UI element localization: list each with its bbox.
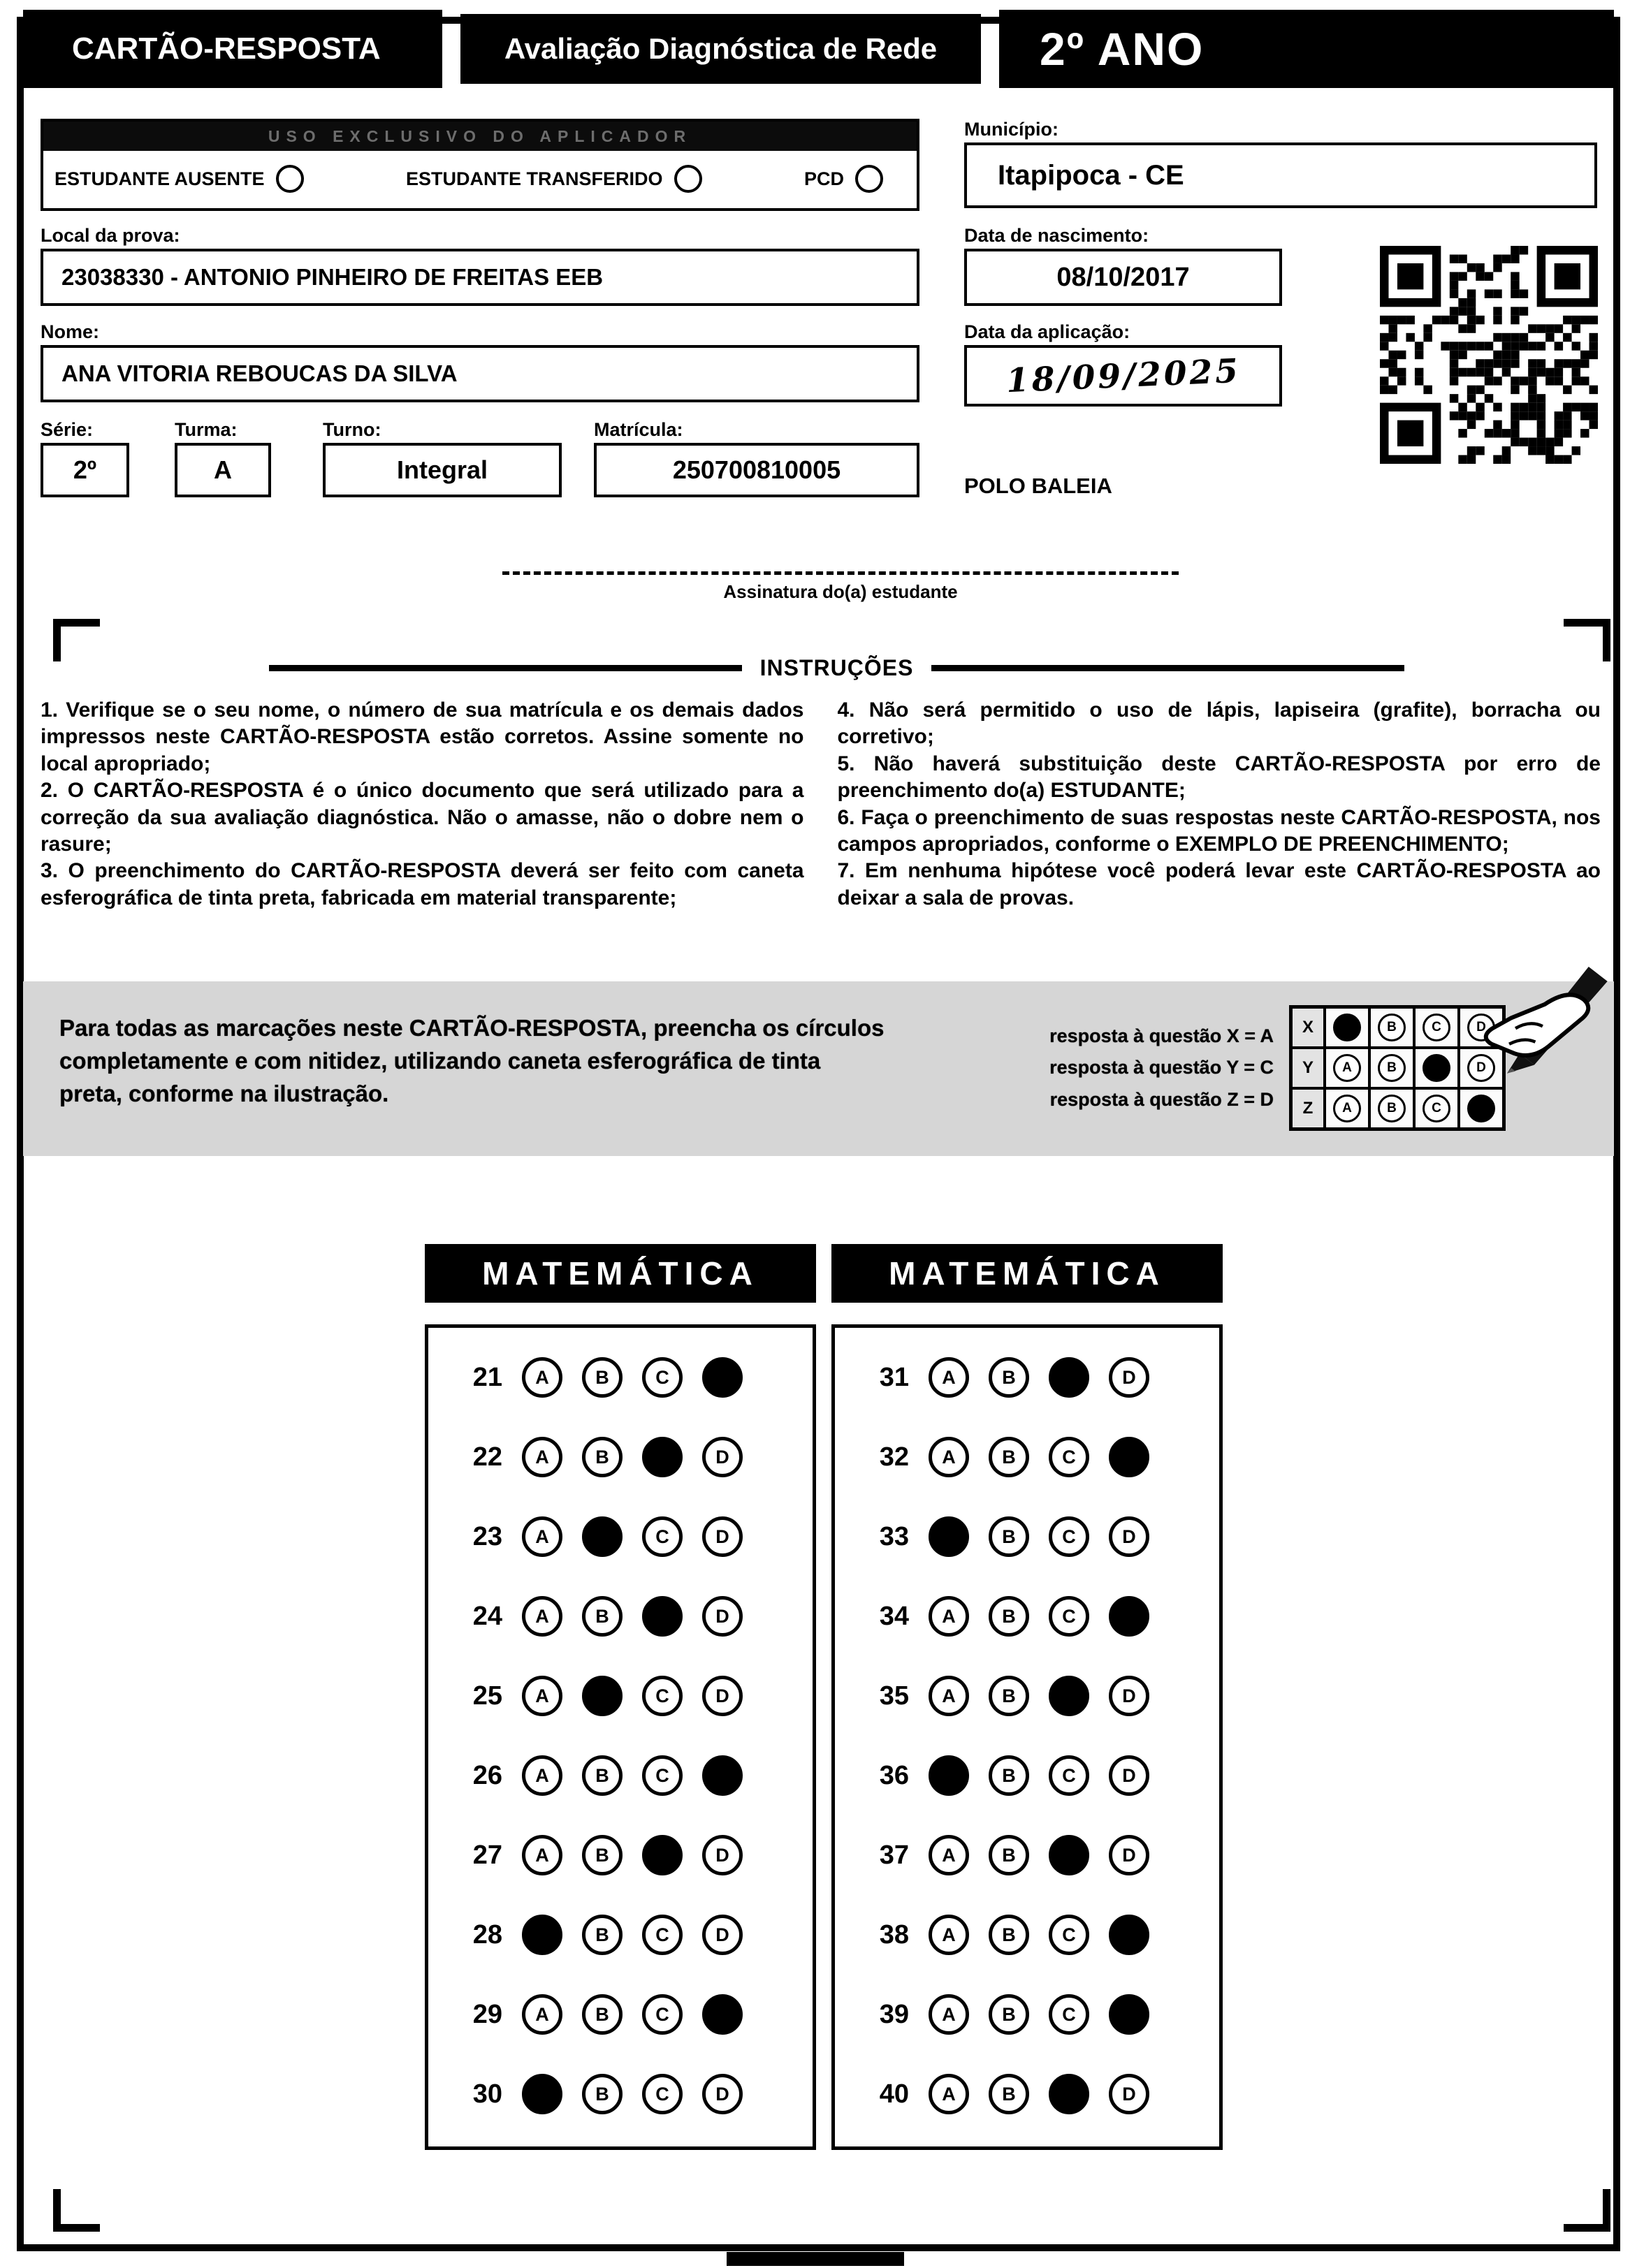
answer-bubble-35-A[interactable]: A [929,1676,969,1716]
answer-bubble-24-D[interactable]: D [702,1596,743,1637]
question-row [835,1497,1219,1576]
registration-mark-bottom-left [53,2189,100,2232]
answer-bubble-29-B[interactable]: B [582,1994,623,2035]
answer-bubble-39-B[interactable]: B [989,1994,1029,2035]
question-row [428,1895,813,1975]
question-row [428,2054,813,2134]
applicator-option-circle[interactable] [674,165,702,193]
example-bubble-Z-C[interactable]: C [1423,1095,1450,1122]
applicator-option-label: ESTUDANTE AUSENTE [54,168,265,189]
example-bubble-X-A[interactable] [1333,1014,1361,1041]
answer-bubble-30-A[interactable] [522,2074,562,2114]
instructions-header [269,655,1404,681]
polo-label: POLO BALEIA [964,474,1112,498]
answer-bubble-39-C[interactable]: C [1049,1994,1089,2035]
answer-bubble-26-A[interactable]: A [522,1755,562,1796]
example-bubble-Y-B[interactable]: B [1378,1054,1406,1082]
answer-bubble-31-D[interactable]: D [1109,1357,1149,1398]
answer-bubble-23-D[interactable]: D [702,1516,743,1557]
example-section [23,981,1614,1156]
instruction-item: 2. O CARTÃO-RESPOSTA é o único documento que será utilizado para a correção da sua avaliação diagnóstica. Não o amasse, não o dobre nem o rasure; [41,779,804,856]
instructions-left [41,697,804,912]
question-number: 39 [879,1999,909,2029]
municipio-value: Itapipoca - CE [964,142,1597,208]
answer-bubble-31-B[interactable]: B [989,1357,1029,1398]
answer-bubble-28-C[interactable]: C [642,1915,683,1955]
instructions-right [838,697,1601,912]
answer-bubble-21-B[interactable]: B [582,1357,623,1398]
example-cell [1325,1007,1369,1048]
example-cell [1369,1007,1414,1048]
answer-bubble-26-C[interactable]: C [642,1755,683,1796]
local-da-prova-label: Local da prova: [41,225,180,246]
applicator-option [406,165,702,193]
answer-bubble-40-C[interactable] [1049,2074,1089,2114]
answer-bubble-37-D[interactable]: D [1109,1835,1149,1875]
answer-bubble-26-D[interactable] [702,1755,743,1796]
answer-bubble-29-A[interactable]: A [522,1994,562,2035]
signature-line[interactable] [502,571,1179,575]
answer-bubble-37-A[interactable]: A [929,1835,969,1875]
serie-label: Série: [41,419,94,440]
instruction-item: 3. O preenchimento do CARTÃO-RESPOSTA deverá ser feito com caneta esferográfica de tinta preta, fabricada em material transparente; [41,859,804,909]
answer-bubble-22-D[interactable]: D [702,1437,743,1477]
question-row [428,1576,813,1656]
assessment-title: Avaliação Diagnóstica de Rede [460,14,981,84]
example-answer-line: resposta à questão Y = C [1049,1057,1274,1078]
instructions-columns [41,697,1601,912]
qr-code [1380,246,1598,464]
answer-bubble-27-A[interactable]: A [522,1835,562,1875]
question-number: 28 [472,1919,502,1949]
answer-bubble-21-D[interactable] [702,1357,743,1398]
question-number: 27 [472,1840,502,1870]
answer-bubble-30-B[interactable]: B [582,2074,623,2114]
nome-label: Nome: [41,321,100,342]
instruction-item: 4. Não será permitido o uso de lápis, lapiseira (grafite), borracha ou corretivo; [837,698,1601,749]
question-number: 38 [879,1919,909,1949]
data-aplicacao-box [964,345,1282,407]
question-number: 34 [879,1601,909,1631]
question-row [835,1576,1219,1656]
answer-bubble-21-C[interactable]: C [642,1357,683,1398]
answer-bubble-21-A[interactable]: A [522,1357,562,1398]
example-text: Para todas as marcações neste CARTÃO-RESPOSTA, preencha os círculos completamente e com nitidez, utilizando caneta esferográfica de tinta preta, conforme na ilustração. [59,1015,885,1106]
example-bubble-X-B[interactable]: B [1378,1014,1406,1041]
answer-bubble-24-A[interactable]: A [522,1596,562,1637]
answer-bubble-37-B[interactable]: B [989,1835,1029,1875]
instruction-item: 5. Não haverá substituição deste CARTÃO-RESPOSTA por erro de preenchimento do(a) ESTUDANTE; [837,752,1601,803]
example-bubble-Z-B[interactable]: B [1378,1095,1406,1122]
question-number: 36 [879,1760,909,1790]
local-da-prova-value: 23038330 - ANTONIO PINHEIRO DE FREITAS EEB [41,249,919,306]
answer-bubble-28-D[interactable]: D [702,1915,743,1955]
question-row [835,1975,1219,2054]
question-row [428,1975,813,2054]
answer-box-1 [831,1324,1223,2150]
instruction-item: 6. Faça o preenchimento de suas respostas neste CARTÃO-RESPOSTA, nos campos apropriados, conforme o EXEMPLO DE PREENCHIMENTO; [837,805,1601,856]
question-row [428,1656,813,1736]
applicator-option-label: ESTUDANTE TRANSFERIDO [406,168,663,189]
answer-bubble-23-A[interactable]: A [522,1516,562,1557]
answer-bubble-39-A[interactable]: A [929,1994,969,2035]
data-nascimento-label: Data de nascimento: [964,225,1149,246]
answer-bubble-32-C[interactable]: C [1049,1437,1089,1477]
answer-bubble-34-B[interactable]: B [989,1596,1029,1637]
instructions-rule-left [269,665,742,671]
answer-bubble-25-C[interactable]: C [642,1676,683,1716]
serie-value: 2º [41,443,129,497]
registration-mark-top-left [53,619,100,661]
answer-bubble-33-D[interactable]: D [1109,1516,1149,1557]
matricula-value: 250700810005 [594,443,919,497]
answer-bubble-27-B[interactable]: B [582,1835,623,1875]
example-cell [1369,1088,1414,1129]
turma-label: Turma: [175,419,238,440]
example-bubble-Y-A[interactable]: A [1333,1054,1361,1082]
answer-bubble-36-D[interactable]: D [1109,1755,1149,1796]
example-row-label: Y [1291,1048,1325,1088]
answer-bubble-32-A[interactable]: A [929,1437,969,1477]
example-cell [1369,1048,1414,1088]
bottom-registration-bar [727,2252,904,2266]
question-number: 40 [879,2079,909,2109]
answer-bubble-31-A[interactable]: A [929,1357,969,1398]
answer-bubble-26-B[interactable]: B [582,1755,623,1796]
question-row [835,1656,1219,1736]
answer-bubble-25-A[interactable]: A [522,1676,562,1716]
example-answer-lines [994,1020,1274,1115]
answer-bubble-28-B[interactable]: B [582,1915,623,1955]
answer-bubble-34-C[interactable]: C [1049,1596,1089,1637]
grade-label: 2º ANO [999,10,1614,88]
applicator-options [43,151,917,208]
data-aplicacao-handwritten-value: 18/09/2025 [1005,351,1242,400]
answer-box-0 [425,1324,816,2150]
answer-bubble-38-C[interactable]: C [1049,1915,1089,1955]
question-number: 35 [879,1681,909,1711]
question-row [428,1417,813,1497]
answer-bubble-25-B[interactable] [582,1676,623,1716]
answer-bubble-22-A[interactable]: A [522,1437,562,1477]
answer-bubble-38-A[interactable]: A [929,1915,969,1955]
answer-bubble-34-D[interactable] [1109,1596,1149,1637]
example-bubble-Z-A[interactable]: A [1333,1095,1361,1122]
question-row [428,1338,813,1417]
answer-bubble-23-B[interactable] [582,1516,623,1557]
question-number: 21 [472,1362,502,1392]
answer-bubble-39-D[interactable] [1109,1994,1149,2035]
answer-bubble-40-A[interactable]: A [929,2074,969,2114]
answer-bubble-38-D[interactable] [1109,1915,1149,1955]
section-title-0: MATEMÁTICA [425,1244,816,1303]
instructions-title: INSTRUÇÕES [759,655,914,680]
answer-bubble-40-D[interactable]: D [1109,2074,1149,2114]
question-row [835,2054,1219,2134]
answer-bubble-35-D[interactable]: D [1109,1676,1149,1716]
answer-bubble-40-B[interactable]: B [989,2074,1029,2114]
question-row [428,1736,813,1815]
question-row [835,1815,1219,1895]
question-number: 26 [472,1760,502,1790]
matricula-label: Matrícula: [594,419,683,440]
nome-value: ANA VITORIA REBOUCAS DA SILVA [41,345,919,402]
pen-hand-illustration [1442,965,1610,1101]
header [23,10,1614,88]
answer-bubble-31-C[interactable] [1049,1357,1089,1398]
question-number: 37 [879,1840,909,1870]
applicator-section [41,119,919,211]
section-title-1: MATEMÁTICA [831,1244,1223,1303]
question-row [835,1895,1219,1975]
question-number: 32 [879,1442,909,1472]
answer-bubble-32-B[interactable]: B [989,1437,1029,1477]
data-nascimento-value: 08/10/2017 [964,249,1282,306]
answer-bubble-29-C[interactable]: C [642,1994,683,2035]
example-cell [1325,1048,1369,1088]
answer-bubble-34-A[interactable]: A [929,1596,969,1637]
answer-bubble-33-A[interactable] [929,1516,969,1557]
card-title: CARTÃO-RESPOSTA [23,10,442,88]
example-row-label: Z [1291,1088,1325,1129]
answer-bubble-23-C[interactable]: C [642,1516,683,1557]
example-answer-line: resposta à questão X = A [1049,1025,1274,1046]
data-aplicacao-label: Data da aplicação: [964,321,1130,342]
question-row [835,1338,1219,1417]
answer-bubble-25-D[interactable]: D [702,1676,743,1716]
question-number: 22 [472,1442,502,1472]
example-answer-line: resposta à questão Z = D [1049,1088,1274,1110]
answer-bubble-32-D[interactable] [1109,1437,1149,1477]
example-row-label: X [1291,1007,1325,1048]
question-number: 23 [472,1521,502,1551]
registration-mark-bottom-right [1564,2189,1610,2232]
answer-bubble-30-C[interactable]: C [642,2074,683,2114]
question-row [835,1417,1219,1497]
applicator-option [804,165,883,193]
applicator-option-circle[interactable] [855,165,883,193]
answer-bubble-22-C[interactable] [642,1437,683,1477]
turno-value: Integral [323,443,562,497]
applicator-bar-label: USO EXCLUSIVO DO APLICADOR [43,122,917,151]
instruction-item: 7. Em nenhuma hipótese você poderá levar este CARTÃO-RESPOSTA ao deixar a sala de provas. [837,859,1601,909]
question-number: 25 [472,1681,502,1711]
question-number: 31 [879,1362,909,1392]
answer-bubble-22-B[interactable]: B [582,1437,623,1477]
answer-bubble-35-B[interactable]: B [989,1676,1029,1716]
answer-bubble-37-C[interactable] [1049,1835,1089,1875]
instruction-item: 1. Verifique se o seu nome, o número de sua matrícula e os demais dados impressos neste CARTÃO-RESPOSTA estão corretos. Assine somente no local apropriado; [41,698,804,775]
question-row [428,1497,813,1576]
example-bubble-X-D[interactable]: D [1467,1014,1495,1041]
answer-bubble-38-B[interactable]: B [989,1915,1029,1955]
question-row [835,1736,1219,1815]
question-number: 30 [472,2079,502,2109]
answer-bubble-36-A[interactable] [929,1755,969,1796]
answer-bubble-33-C[interactable]: C [1049,1516,1089,1557]
answer-bubble-29-D[interactable] [702,1994,743,2035]
question-number: 33 [879,1521,909,1551]
example-cell [1325,1088,1369,1129]
answer-bubble-35-C[interactable] [1049,1676,1089,1716]
question-number: 29 [472,1999,502,2029]
instructions-rule-right [931,665,1404,671]
question-row [428,1815,813,1895]
applicator-option-label: PCD [803,168,844,189]
answer-bubble-24-B[interactable]: B [582,1596,623,1637]
signature-label: Assinatura do(a) estudante [723,581,958,602]
question-number: 24 [472,1601,502,1631]
turma-value: A [175,443,271,497]
answer-bubble-27-D[interactable]: D [702,1835,743,1875]
answer-bubble-33-B[interactable]: B [989,1516,1029,1557]
answer-bubble-36-B[interactable]: B [989,1755,1029,1796]
applicator-option [54,165,304,193]
answer-bubble-36-C[interactable]: C [1049,1755,1089,1796]
example-bubble-X-C[interactable]: C [1423,1014,1450,1041]
example-bubble-Y-D[interactable]: D [1467,1054,1495,1082]
answer-bubble-30-D[interactable]: D [702,2074,743,2114]
answer-bubble-24-C[interactable] [642,1596,683,1637]
registration-mark-top-right [1564,619,1610,661]
answer-bubble-27-C[interactable] [642,1835,683,1875]
municipio-label: Município: [964,119,1058,140]
answer-bubble-28-A[interactable] [522,1915,562,1955]
applicator-option-circle[interactable] [276,165,304,193]
turno-label: Turno: [323,419,381,440]
